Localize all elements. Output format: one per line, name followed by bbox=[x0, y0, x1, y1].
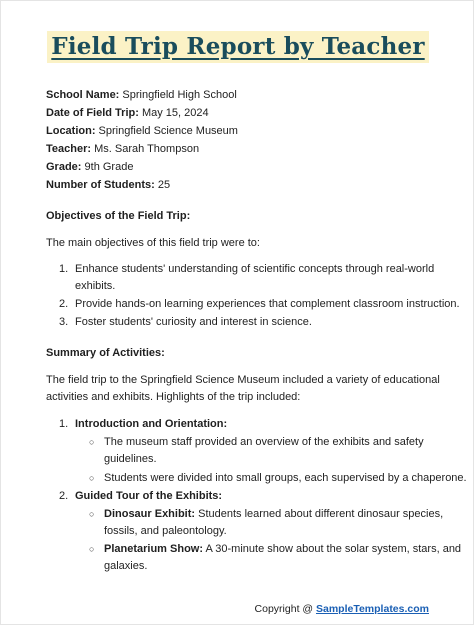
document-title: Field Trip Report by Teacher bbox=[47, 31, 428, 63]
list-item bbox=[104, 541, 461, 575]
title-container bbox=[1, 31, 474, 63]
list-number: 2. bbox=[59, 298, 69, 310]
copyright-footer bbox=[255, 602, 429, 616]
list-item bbox=[104, 506, 443, 540]
item-label: Planetarium Show: bbox=[104, 543, 204, 555]
section-title: Introduction and Orientation: bbox=[75, 418, 228, 430]
list-number: 2. bbox=[59, 490, 69, 502]
list-item-line: galaxies. bbox=[104, 560, 148, 572]
detail-students bbox=[46, 176, 170, 194]
bullet-circle-icon: ○ bbox=[89, 509, 95, 519]
list-item bbox=[104, 434, 424, 468]
detail-grade bbox=[46, 158, 133, 176]
list-item-line: exhibits. bbox=[75, 280, 116, 292]
detail-label: School Name: bbox=[46, 89, 120, 101]
detail-value: Springfield High School bbox=[119, 89, 237, 101]
detail-value: 25 bbox=[154, 179, 171, 191]
detail-teacher bbox=[46, 140, 199, 158]
paragraph-line: The field trip to the Springfield Science Museum included a variety of educational bbox=[46, 374, 440, 386]
detail-label: Number of Students: bbox=[46, 179, 155, 191]
summary-intro bbox=[46, 372, 440, 406]
objective-item-3: Foster students' curiosity and interest in science. bbox=[75, 316, 312, 328]
section-title: Guided Tour of the Exhibits: bbox=[75, 490, 223, 502]
list-item-line: The museum staff provided an overview of the exhibits and safety bbox=[104, 436, 424, 448]
detail-label: Teacher: bbox=[46, 143, 92, 155]
objective-item-2: Provide hands-on learning experiences that complement classroom instruction. bbox=[75, 298, 460, 310]
detail-label: Grade: bbox=[46, 161, 82, 173]
list-number: 1. bbox=[59, 418, 69, 430]
summary-heading: Summary of Activities: bbox=[46, 347, 165, 359]
list-number: 1. bbox=[59, 263, 69, 275]
detail-label: Location: bbox=[46, 125, 96, 137]
list-item-line: guidelines. bbox=[104, 453, 157, 465]
item-label: Dinosaur Exhibit: bbox=[104, 508, 196, 520]
detail-date bbox=[46, 104, 209, 122]
list-item-line: fossils, and paleontology. bbox=[104, 525, 227, 537]
list-number: 3. bbox=[59, 316, 69, 328]
list-item: Students were divided into small groups, each supervised by a chaperone. bbox=[104, 472, 467, 484]
objectives-intro: The main objectives of this field trip were to: bbox=[46, 237, 260, 249]
detail-value: Springfield Science Museum bbox=[95, 125, 238, 137]
detail-value: Ms. Sarah Thompson bbox=[91, 143, 200, 155]
list-item-line: Students learned about different dinosaur species, bbox=[195, 508, 444, 520]
detail-value: May 15, 2024 bbox=[138, 107, 209, 119]
objective-item-1 bbox=[75, 261, 434, 295]
detail-label: Date of Field Trip: bbox=[46, 107, 139, 119]
copyright-text: Copyright @ bbox=[254, 603, 316, 615]
sampletemplates-link[interactable]: SampleTemplates.com bbox=[315, 603, 429, 615]
detail-value: 9th Grade bbox=[81, 161, 134, 173]
detail-school bbox=[46, 86, 237, 104]
list-item-line: A 30-minute show about the solar system, stars, and bbox=[203, 543, 462, 555]
paragraph-line: activities and exhibits. Highlights of the trip included: bbox=[46, 391, 301, 403]
bullet-circle-icon: ○ bbox=[89, 544, 95, 554]
detail-location bbox=[46, 122, 238, 140]
bullet-circle-icon: ○ bbox=[89, 473, 95, 483]
list-item-line: Enhance students' understanding of scientific concepts through real-world bbox=[75, 263, 435, 275]
objectives-heading: Objectives of the Field Trip: bbox=[46, 210, 191, 222]
bullet-circle-icon: ○ bbox=[89, 437, 95, 447]
